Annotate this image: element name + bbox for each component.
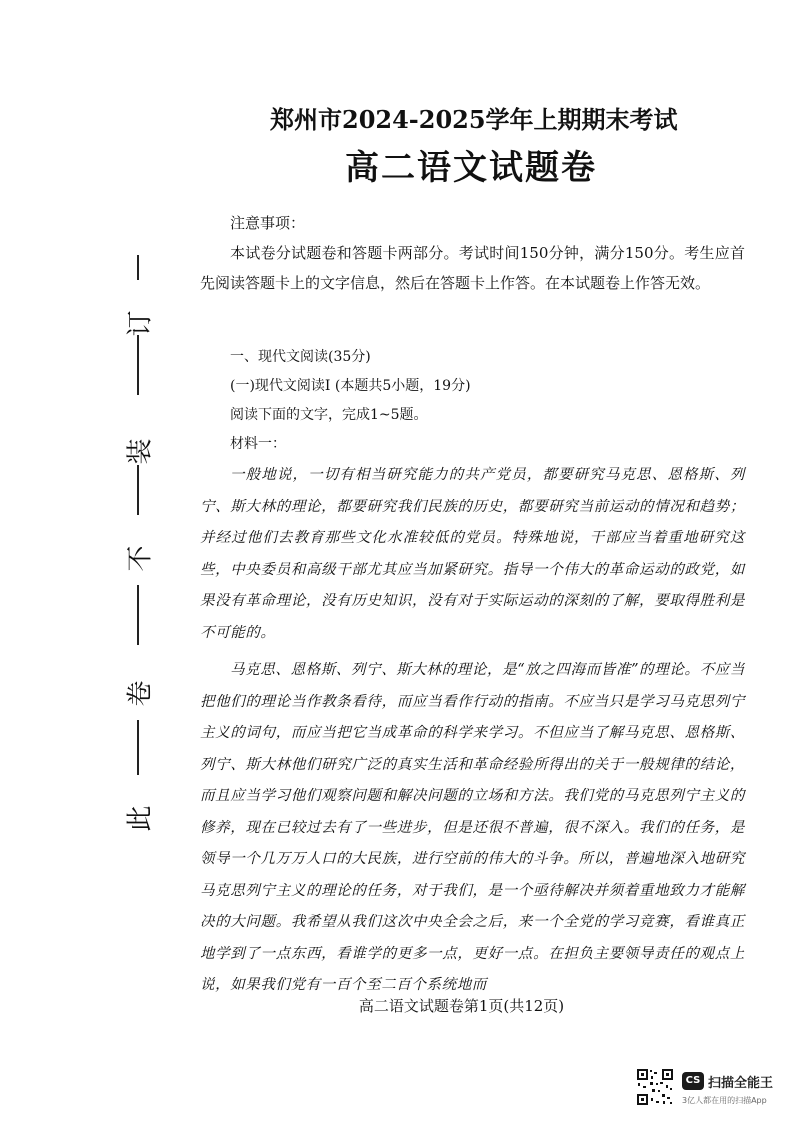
paper-title: 高二语文试题卷	[345, 148, 597, 188]
binding-dash	[137, 585, 139, 645]
scanner-watermark	[636, 1068, 786, 1112]
scanner-name: 扫描全能王	[708, 1076, 774, 1091]
binding-dash	[137, 720, 139, 775]
reading-passage	[200, 460, 745, 1002]
binding-char: 此	[125, 805, 156, 832]
binding-char: 订	[125, 310, 156, 337]
section-header	[200, 343, 745, 459]
binding-dash	[137, 335, 139, 395]
scanner-tagline: 3亿人都在用的扫描App	[682, 1096, 767, 1105]
binding-dash	[137, 465, 139, 515]
instruction: 阅读下面的文字，完成1~5题。	[230, 407, 428, 423]
notice-block	[200, 208, 745, 298]
notice-heading: 注意事项：	[230, 214, 306, 232]
binding-dash	[137, 255, 139, 280]
page-footer: 高二语文试题卷第1页(共12页)	[358, 997, 565, 1015]
exam-title: 郑州市2024-2025学年上期期末考试	[270, 105, 678, 134]
binding-char: 不	[125, 545, 156, 572]
material-label: 材料一：	[230, 436, 286, 452]
scanner-logo-icon: CS	[682, 1072, 704, 1090]
passage-paragraph: 马克思、恩格斯、列宁、斯大林的理论，是“放之四海而皆准”的理论。不应当把他们的理论当作教条看待，而应当看作行动的指南。不应当只是学习马克思列宁主义的词句，而应当把它当成革命的科学来学习。不但应当了解马克思、恩格斯、列宁、斯大林他们研究广泛的真实生活和革命经验所得出的关于一般规律的结论，而且应当学习他们观察问题和解决问题的立场和方法。我们党的马克思列宁主义的修养，现在已较过去有了一些进步，但是还很不普遍，很不深入。我们的任务，是领导一个几万万人口的大民族，进行空前的伟大的斗争。所以，普遍地深入地研究马克思列宁主义的理论的任务，对于我们，是一个亟待解决并须着重地致力才能解决的大问题。我希望从我们这次中央全会之后，来一个全党的学习竞赛，看谁真正地学到了一点东西，看谁学的更多一点，更好一点。在担负主要领导责任的观点上说，如果我们党有一百个至二百个系统地而	[200, 662, 745, 993]
binding-char: 装	[125, 438, 156, 465]
part-title: 一、现代文阅读(35分)	[230, 349, 371, 365]
qr-code-icon	[636, 1068, 674, 1106]
subpart-title: (一)现代文阅读I (本题共5小题，19分)	[230, 378, 471, 394]
passage-paragraph: 一般地说，一切有相当研究能力的共产党员，都要研究马克思、恩格斯、列宁、斯大林的理论，都要研究我们民族的历史，都要研究当前运动的情况和趋势；并经过他们去教育那些文化水准较低的党员。特殊地说，干部应当着重地研究这些，中央委员和高级干部尤其应当加紧研究。指导一个伟大的革命运动的政党，如果没有革命理论，没有历史知识，没有对于实际运动的深刻的了解，要取得胜利是不可能的。	[200, 467, 745, 641]
binding-char: 卷	[125, 680, 156, 707]
notice-body: 本试卷分试题卷和答题卡两部分。考试时间150分钟，满分150分。考生应首先阅读答题卡上的文字信息，然后在答题卡上作答。在本试题卷上作答无效。	[200, 244, 745, 292]
binding-line	[118, 255, 168, 855]
